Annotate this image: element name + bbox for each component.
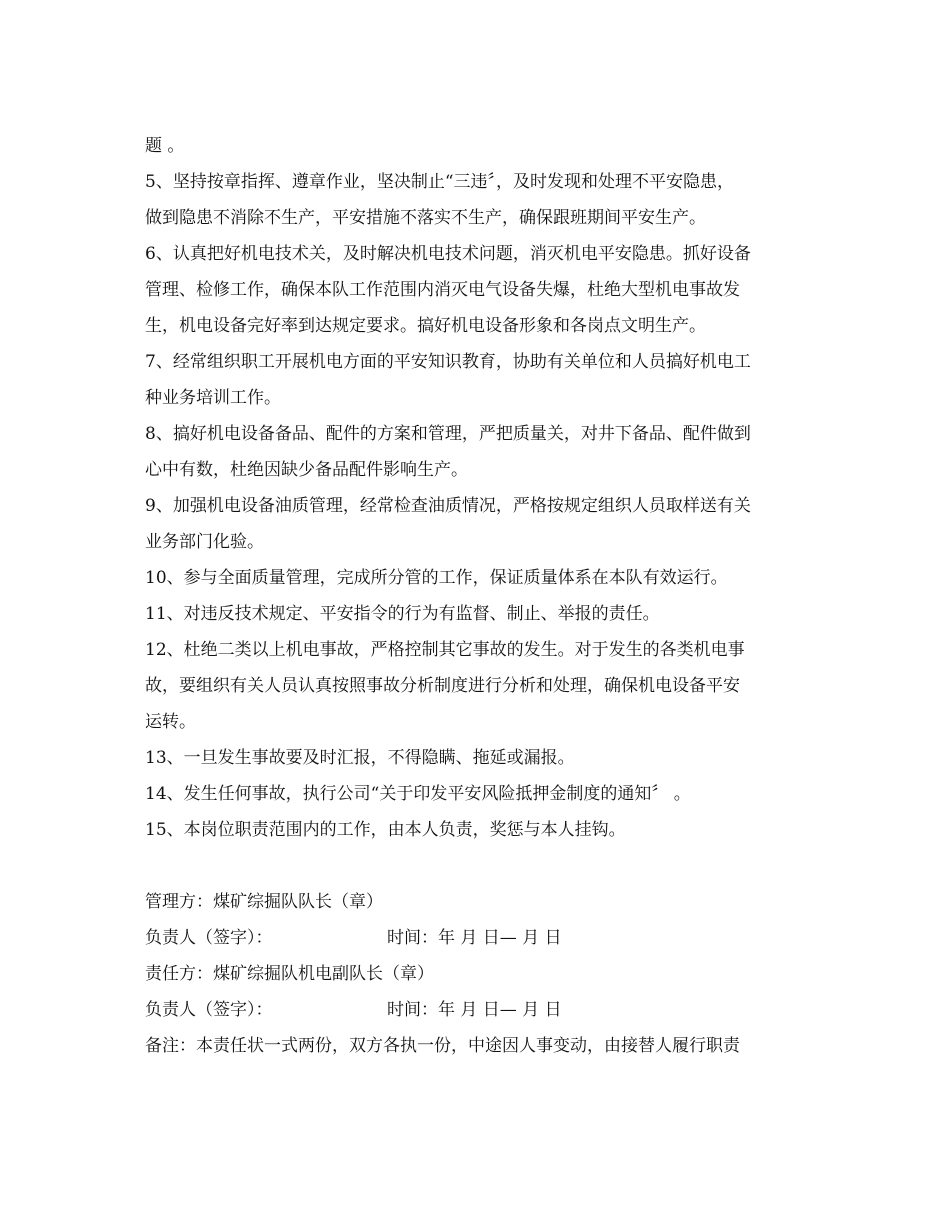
responsible-party: 责任方：煤矿综掘队机电副队长（章）	[145, 964, 434, 984]
text-line: 题 。	[145, 136, 185, 156]
text-line: 7、经常组织职工开展机电方面的平安知识教育，协助有关单位和人员搞好机电工	[145, 352, 751, 372]
text-line: 运转。	[145, 712, 196, 732]
text-line: 做到隐患不消除不生产，平安措施不落实不生产，确保跟班期间平安生产。	[145, 208, 706, 228]
text-line: 9、加强机电设备油质管理，经常检查油质情况，严格按规定组织人员取样送有关	[145, 496, 751, 516]
text-line: 15、本岗位职责范围内的工作，由本人负责，奖惩与本人挂钩。	[145, 820, 626, 840]
responsible-time-label: 时间：年 月 日— 月 日	[387, 1000, 562, 1020]
management-party: 管理方：煤矿综掘队队长（章）	[145, 892, 383, 912]
text-line: 生，机电设备完好率到达规定要求。搞好机电设备形象和各岗点文明生产。	[145, 316, 706, 336]
text-line: 8、搞好机电设备备品、配件的方案和管理，严把质量关，对井下备品、配件做到	[145, 424, 751, 444]
document-page	[145, 128, 817, 1064]
management-time-label: 时间：年 月 日— 月 日	[387, 928, 562, 948]
text-line: 业务部门化验。	[145, 532, 264, 552]
text-line: 12、杜绝二类以上机电事故，严格控制其它事故的发生。对于发生的各类机电事	[145, 640, 745, 660]
text-line: 心中有数，杜绝因缺少备品配件影响生产。	[145, 460, 468, 480]
text-line: 6、认真把好机电技术关，及时解决机电技术问题，消灭机电平安隐患。抓好设备	[145, 244, 751, 264]
remark-note: 备注：本责任状一式两份，双方各执一份，中途因人事变动，由接替人履行职责	[145, 1036, 740, 1056]
management-signature-row	[145, 920, 817, 956]
text-line: 种业务培训工作。	[145, 388, 281, 408]
text-line: 5、坚持按章指挥、遵章作业，坚决制止“三违〞，及时发现和处理不平安隐患，	[145, 172, 735, 192]
responsible-signature-row	[145, 992, 817, 1028]
blank-line	[145, 848, 817, 884]
text-line: 故，要组织有关人员认真按照事故分析制度进行分析和处理，确保机电设备平安	[145, 676, 740, 696]
text-line: 管理、检修工作，确保本队工作范围内消灭电气设备失爆，杜绝大型机电事故发	[145, 280, 740, 300]
responsible-signer-label: 负责人（签字）：	[145, 1000, 273, 1020]
text-line: 11、对违反技术规定、平安指令的行为有监督、制止、举报的责任。	[145, 604, 660, 624]
text-line: 14、发生任何事故，执行公司“关于印发平安风险抵押金制度的通知〞 。	[145, 784, 691, 804]
text-line: 13、一旦发生事故要及时汇报，不得隐瞒、拖延或漏报。	[145, 748, 575, 768]
text-line: 10、参与全面质量管理，完成所分管的工作，保证质量体系在本队有效运行。	[145, 568, 728, 588]
management-signer-label: 负责人（签字）：	[145, 928, 273, 948]
